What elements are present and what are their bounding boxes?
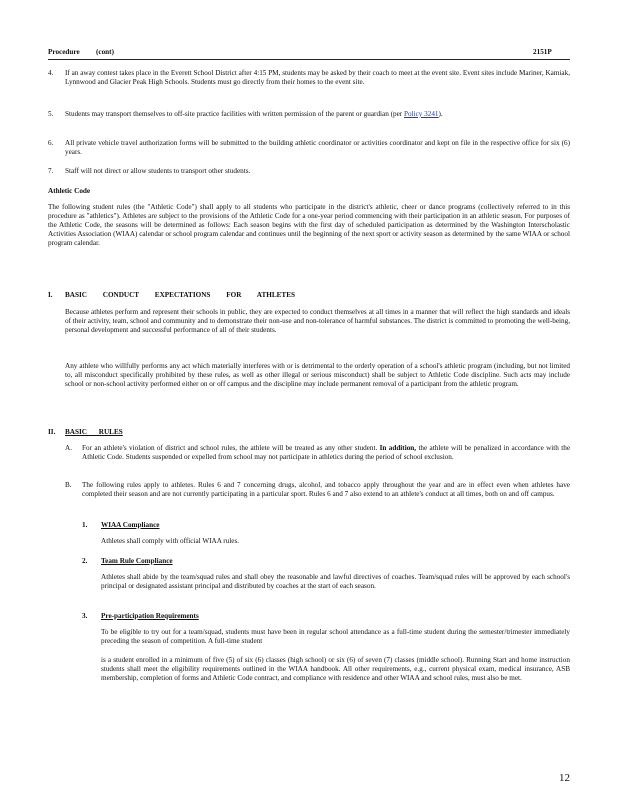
section-numeral: I. <box>48 291 53 299</box>
procedure-number: 2151P <box>533 48 552 56</box>
item-paragraph: Students may transport themselves to off-site practice facilities with written permission of the parent or guardian (per Policy 3241). <box>65 110 443 118</box>
rule-title: WIAA Compliance <box>101 521 160 529</box>
rule-paragraph: To be eligible to try out for a team/squad, students must have been in regular school attendance as a full-time student during the semester/trimester immediately preceding the season of competition. A full-time student <box>101 628 570 645</box>
item-paragraph: Staff will not direct or allow students to transport other students. <box>65 167 251 175</box>
section-heading: BASIC CONDUCT EXPECTATIONS FOR ATHLETES <box>65 291 295 299</box>
rule-paragraph: Athletes shall abide by the team/squad rules and shall obey the reasonable and lawful directives of coaches. Team/squad rules will be approved by each school's principal or designated assistant principal and distributed by coaches at the start of each season. <box>101 573 570 590</box>
item-number: 4. <box>48 69 54 77</box>
procedure-cont: (cont) <box>96 48 114 56</box>
item-paragraph: All private vehicle travel authorization forms will be submitted to the building athletic coordinator or activities coordinator and kept on file in the respective office for six (6) years. <box>65 139 570 156</box>
subsection-letter: B. <box>65 481 72 489</box>
section-numeral: II. <box>48 428 56 436</box>
item-number: 7. <box>48 167 54 175</box>
rule-number: 3. <box>82 612 88 620</box>
page-number: 12 <box>559 772 570 784</box>
rule-number: 2. <box>82 557 88 565</box>
rule-number: 1. <box>82 521 88 529</box>
subsection-paragraph: For an athlete's violation of district and school rules, the athlete will be treated as any other student. In addition, the athlete will be penalized in accordance with the Athletic Code. Students suspended or expelled from school may not participate in athletics during the period of school exclusion. <box>82 444 571 461</box>
rule-title: Team Rule Compliance <box>101 557 173 565</box>
procedure-label: Procedure <box>48 48 80 56</box>
item-paragraph: If an away contest takes place in the Everett School District after 4:15 PM, students may be asked by their coach to meet at the event site. Event sites include Mariner, Kamiak, Lynnwood and Glacier Peak High Schools. Students must go directly from their homes to the event site. <box>65 69 570 86</box>
athletic-code-heading: Athletic Code <box>48 187 91 195</box>
rule-title: Pre-participation Requirements <box>101 612 199 620</box>
item-number: 6. <box>48 139 54 147</box>
item-number: 5. <box>48 110 54 118</box>
section-heading: BASIC RULES <box>65 428 123 436</box>
subsection-letter: A. <box>65 444 72 452</box>
section-paragraph: Any athlete who willfully performs any act which materially interferes with or is detrimental to the orderly operation of a school's athletic program (including, but not limited to, all misconduct specifically prohibited by these rules, as well as other illegal or serious misconduct) shall be subject to Athletic Code discipline. Such acts may include school or non-school activity performed either on or off campus and the discipline may include permanent removal of a participant from the athletic program. <box>65 362 570 388</box>
rule-paragraph: is a student enrolled in a minimum of five (5) of six (6) classes (high school) or six (6) of seven (7) classes (middle school). Running Start and home instruction students shall meet the eligibility requirements outlined in the WIAA handbook. All other requirements, e.g., current physical exam, medical insurance, ASB membership, completion of forms and Athletic Code contract, and compliance with residence and other WIAA and school rules, must also be met. <box>101 656 570 682</box>
section-paragraph: Because athletes perform and represent their schools in public, they are expected to conduct themselves at all times in a manner that will reflect the high standards and ideals of their activity, team, school and community and to demonstrate their non-use and non-tolerance of harmful substances. The district is committed to promoting the well-being, personal development and successful performance of all of their students. <box>65 308 570 334</box>
policy-link[interactable]: Policy 3241 <box>403 110 439 118</box>
header-rule <box>48 59 570 60</box>
athletic-code-paragraph: The following student rules (the "Athletic Code") shall apply to all students who participate in the district's athletic, cheer or dance programs (collectively referred to in this procedure as "athletics"). Athletes are subject to the provisions of the Athletic Code for a one-year period commencing with their participation in an athletic season. For purposes of the Athletic Code, the seasons will be determined as follows: Each season begins with the first day of scheduled participation as determined by the Washington Interscholastic Activities Association (WIAA) calendar or school program calendar and continues until the beginning of the next sport or activity season as determined by the same WIAA or school program calendar. <box>48 203 570 247</box>
subsection-paragraph: The following rules apply to athletes. Rules 6 and 7 concerning drugs, alcohol, and tobacco apply throughout the year and are in effect even when athletes have completed their season and are not currently participating in a particular sport. Rules 6 and 7 also extend to an athlete's conduct at all times, both on and off campus. <box>82 481 570 498</box>
rule-paragraph: Athletes shall comply with official WIAA rules. <box>101 537 240 545</box>
